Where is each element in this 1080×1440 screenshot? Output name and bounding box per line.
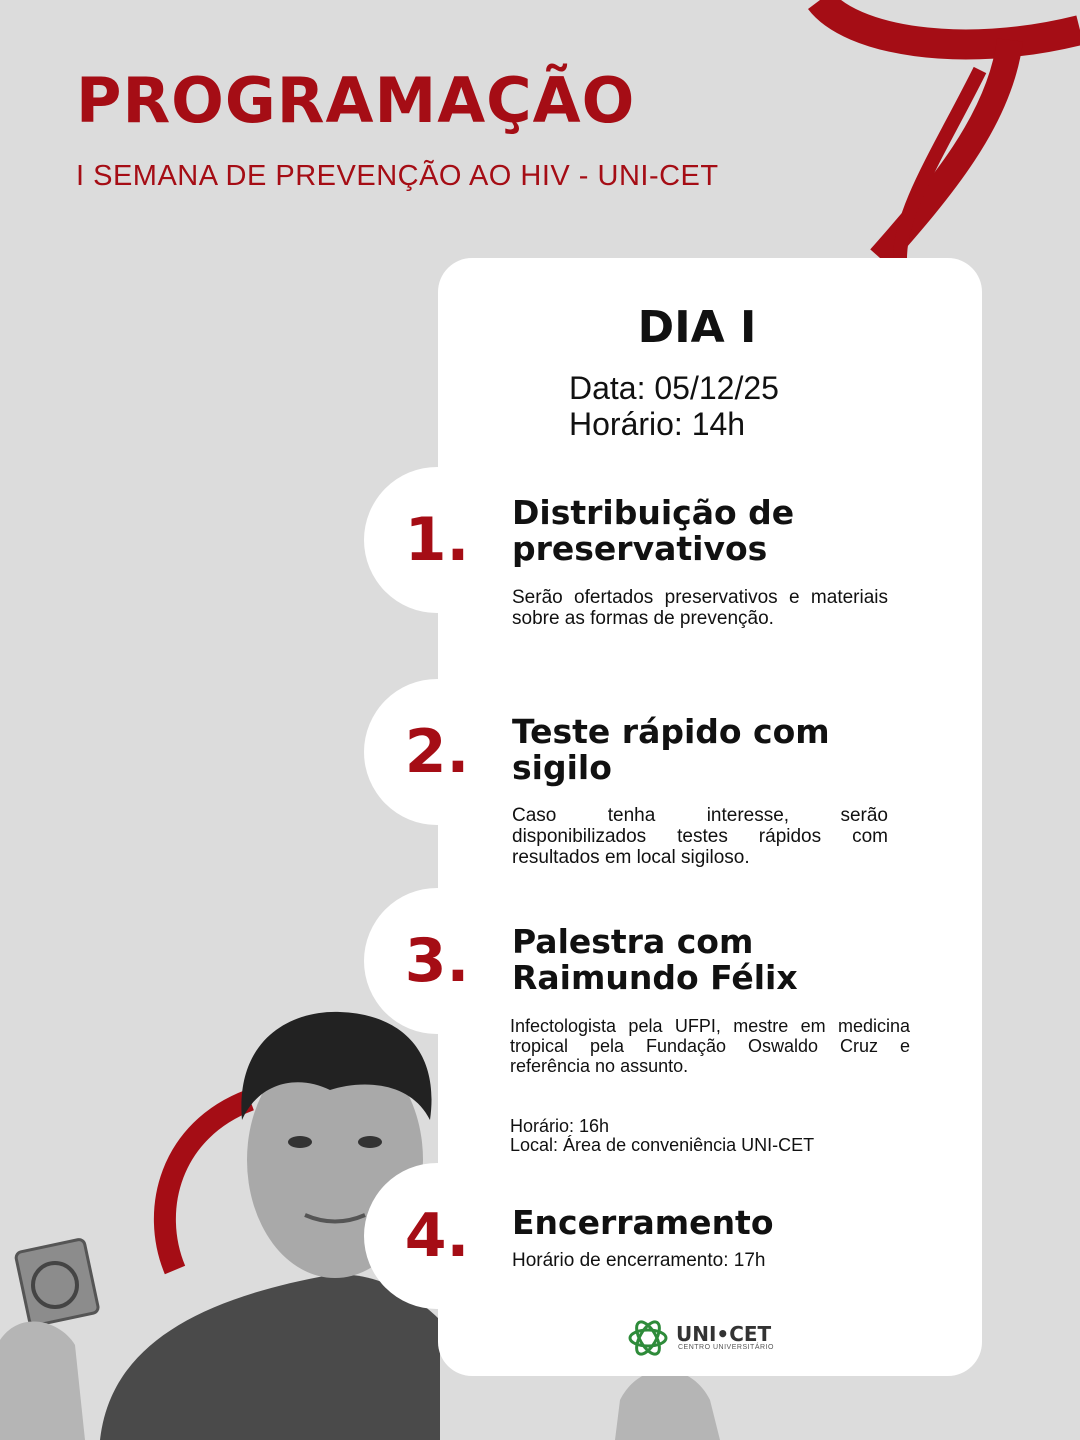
item-number: 3. [404,926,470,996]
item-number-badge [364,467,510,613]
item-number-badge [364,1163,510,1309]
item-title: Palestra com Raimundo Félix [512,922,798,997]
event-time: Horário: 14h [569,406,746,442]
talk-time: Horário: 16h [510,1116,610,1136]
item-description: Caso tenha interesse, serão disponibilizados testes rápidos com resultados em local sigiloso. [512,805,888,868]
item-description: Horário de encerramento: 17h [512,1250,766,1271]
page-title: PROGRAMAÇÃO [76,64,636,137]
item-description: Serão ofertados preservativos e materiais sobre as formas de prevenção. [512,587,888,629]
event-subtitle: I SEMANA DE PREVENÇÃO AO HIV - UNI-CET [76,160,719,192]
item-title: Encerramento [512,1203,774,1242]
item-title: Distribuição de preservativos [512,493,795,568]
item-title: Teste rápido com sigilo [512,712,830,787]
day-title: DIA I [637,302,757,353]
item-number: 2. [404,717,470,787]
item-number: 1. [404,505,470,575]
talk-location: Local: Área de conveniência UNI-CET [510,1135,815,1155]
item-description: Infectologista pela UFPI, mestre em medicina tropical pela Fundação Oswaldo Cruz e referência no assunto. [510,1016,910,1076]
item-number-badge [364,679,510,825]
event-date: Data: 05/12/25 [569,370,779,406]
item-number: 4. [404,1201,470,1271]
item-number-badge [364,888,510,1034]
logo-tagline: CENTRO UNIVERSITÁRIO [678,1344,774,1351]
logo-name: UNI•CET [676,1322,772,1346]
